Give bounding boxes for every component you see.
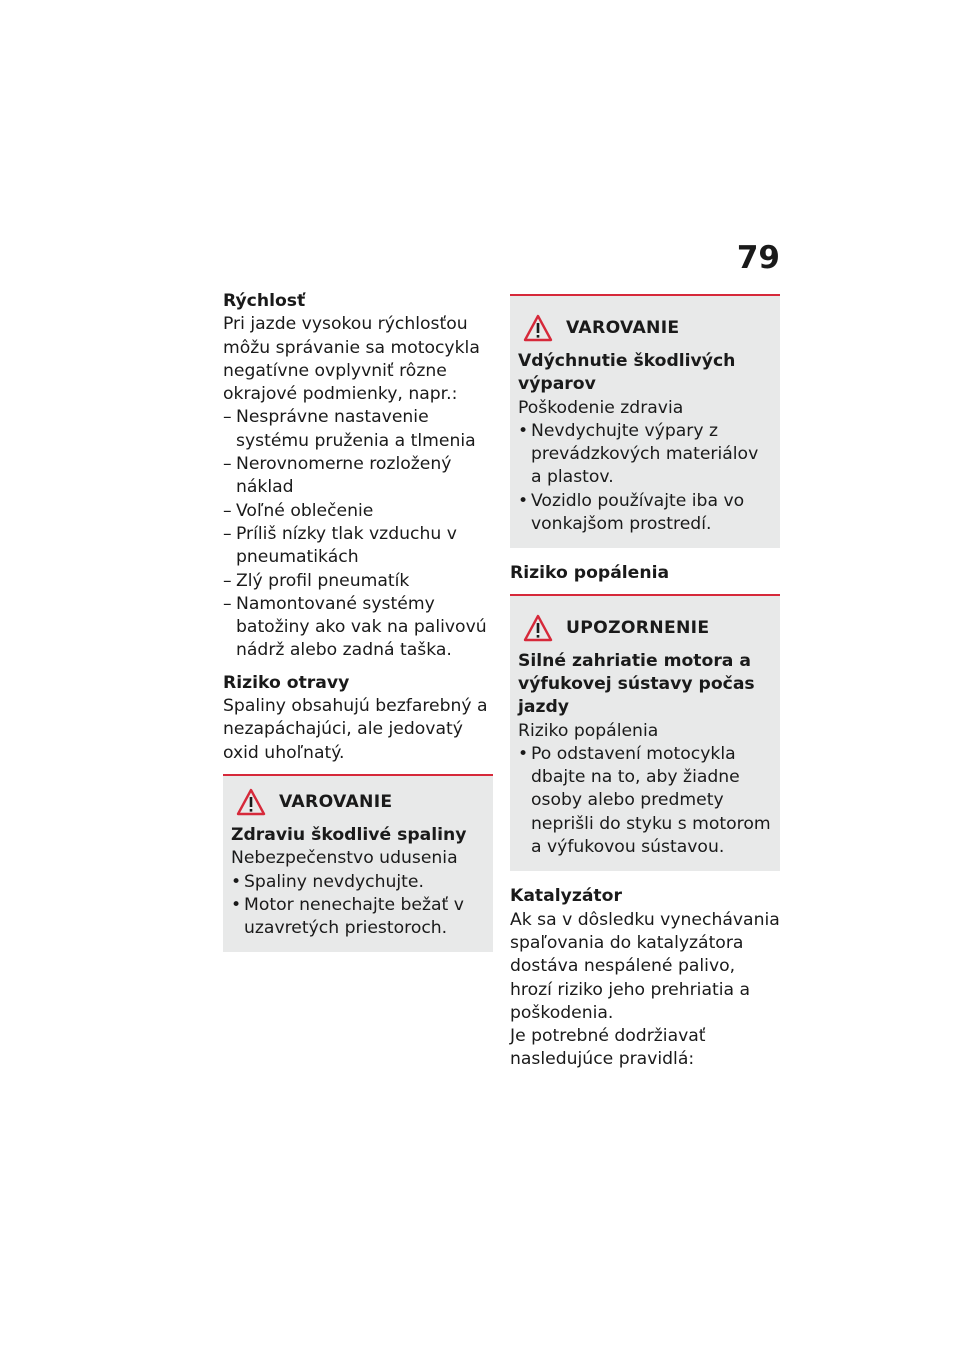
speed-conditions-list	[223, 406, 493, 662]
list-item: – Namontované systémy batožiny ako vak na palivovú nádrž alebo zadná taška.	[223, 593, 493, 663]
speed-intro: Pri jazde vysokou rýchlosťou môžu správanie sa motocykla negatívne ovplyvniť rôzne okrajové podmienky, napr.:	[223, 314, 480, 405]
warning-header	[231, 788, 485, 816]
warning-box-fumes	[510, 294, 780, 548]
poison-heading: Riziko otravy	[223, 672, 350, 693]
warning-list	[518, 420, 772, 536]
warning-label: VAROVANIE	[566, 318, 680, 338]
list-item: – Nesprávne nastavenie systému pruženia a tlmenia	[223, 406, 493, 453]
caution-label: UPOZORNENIE	[566, 617, 710, 638]
list-item: – Príliš nízky tlak vzduchu v pneumatikách	[223, 523, 493, 570]
poison-text: Spaliny obsahujú bezfarebný a nezapáchajúci, ale jedovatý oxid uhoľnatý.	[223, 696, 488, 763]
page-number: 79	[736, 240, 780, 276]
warning-triangle-icon	[523, 614, 553, 642]
warning-list	[231, 871, 485, 941]
caution-header	[518, 614, 772, 642]
list-item: • Motor nenechajte bežať v uzavretých priestoroch.	[231, 894, 485, 941]
warning-title: Zdraviu škodlivé spaliny	[231, 824, 467, 845]
warning-box-exhaust	[223, 774, 493, 952]
warning-subtitle: Poškodenie zdravia	[518, 397, 684, 418]
list-item: • Vozidlo používajte iba vo vonkajšom prostredí.	[518, 490, 772, 537]
burn-heading: Riziko popálenia	[510, 563, 670, 584]
warning-triangle-icon	[236, 788, 266, 816]
speed-heading: Rýchlosť	[223, 291, 306, 311]
warning-label: VAROVANIE	[279, 791, 393, 812]
caution-list	[518, 743, 772, 859]
caution-box-heat	[510, 594, 780, 872]
caution-title: Silné zahriatie motora a výfukovej sústavy počas jazdy	[518, 650, 755, 718]
warning-header	[518, 314, 772, 342]
caution-subtitle: Riziko popálenia	[518, 720, 659, 741]
warning-triangle-icon	[523, 314, 553, 342]
list-item: • Nevdychujte výpary z prevádzkových materiálov a plastov.	[518, 420, 772, 490]
warning-subtitle: Nebezpečenstvo udusenia	[231, 848, 458, 869]
list-item: – Zlý profil pneumatík	[223, 570, 493, 593]
catalyst-heading: Katalyzátor	[510, 886, 622, 907]
left-column	[223, 290, 493, 952]
warning-title: Vdýchnutie škodlivých výparov	[518, 351, 736, 395]
list-item: – Voľné oblečenie	[223, 500, 493, 523]
catalyst-rules-intro: Je potrebné dodržiavať nasledujúce pravidlá:	[510, 1026, 706, 1070]
list-item: • Po odstavení motocykla dbajte na to, aby žiadne osoby alebo predmety neprišli do styku s motorom a výfukovou sústavou.	[518, 743, 772, 859]
list-item: – Nerovnomerne rozložený náklad	[223, 453, 493, 500]
right-column	[510, 294, 780, 1072]
list-item: • Spaliny nevdychujte.	[231, 871, 485, 894]
catalyst-text: Ak sa v dôsledku vynechávania spaľovania do katalyzátora dostáva nespálené palivo, hrozí riziko jeho prehriatia a poškodenia.	[510, 909, 780, 1023]
